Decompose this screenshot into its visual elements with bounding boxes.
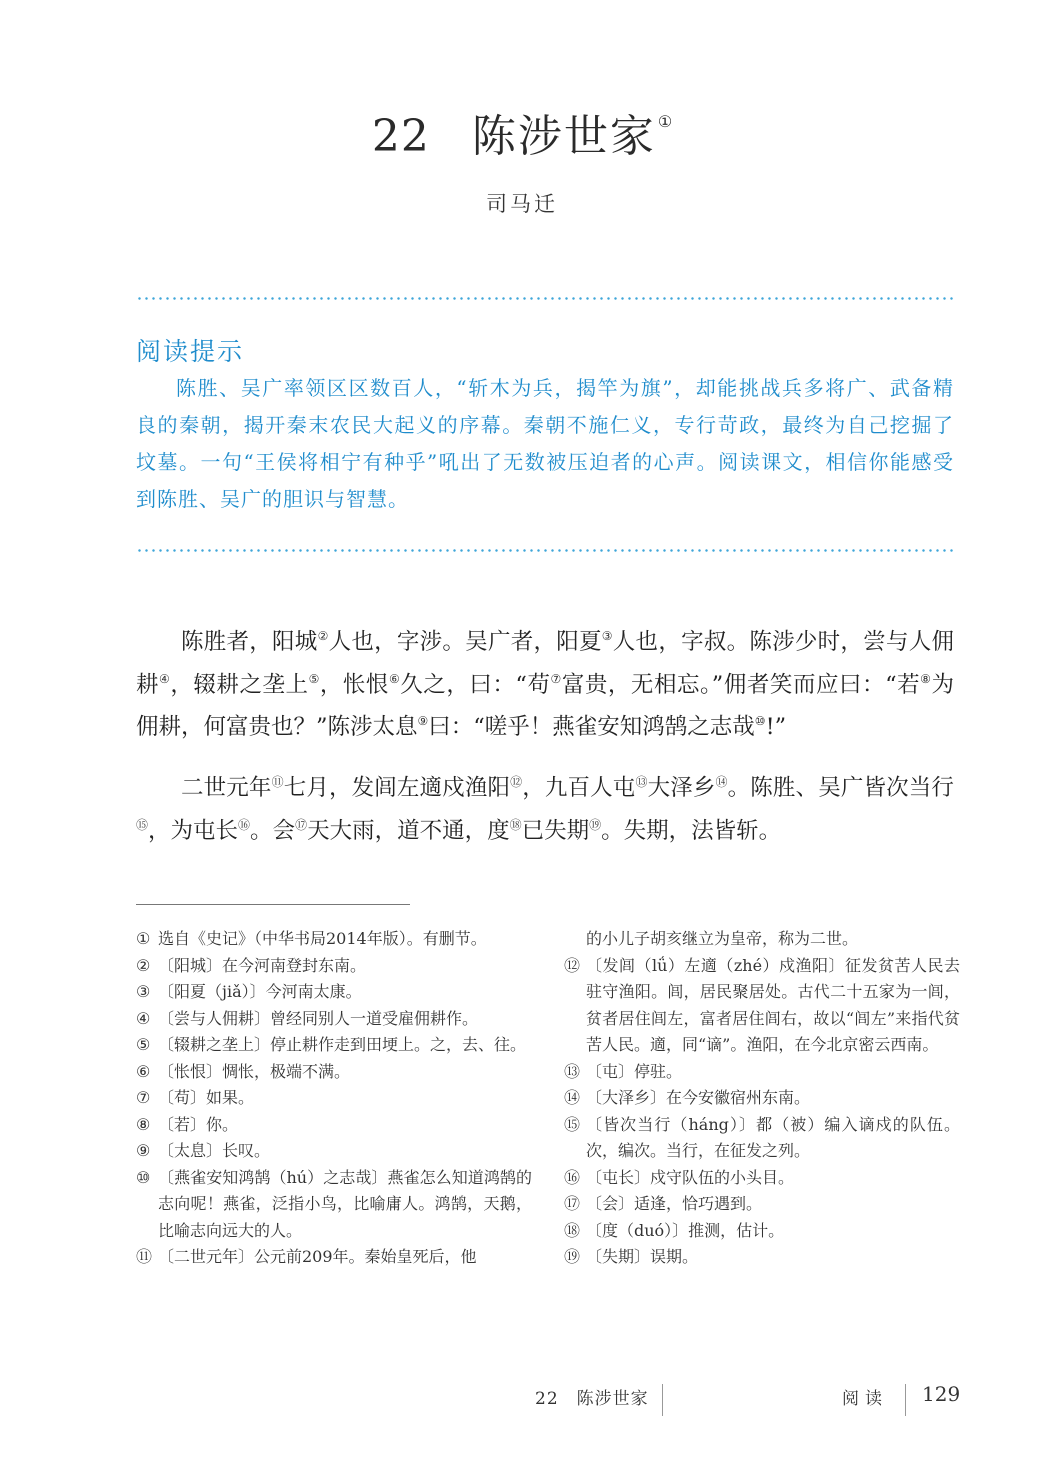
text-run: ，九百人屯 (522, 775, 636, 801)
footnote-text: 〔度（duó）〕推测，估计。 (586, 1220, 785, 1240)
footnote-text: 〔失期〕误期。 (586, 1247, 699, 1266)
footnote-ref: ⑲ (589, 817, 602, 832)
footnote-mark: ⑭ (564, 1088, 581, 1107)
footnote-text: 〔太息〕长叹。 (158, 1141, 271, 1160)
text-run: !” (765, 714, 787, 740)
footnotes-right-column (564, 926, 960, 1271)
main-paragraph-1 (136, 618, 954, 746)
footnote-text: 〔怅恨〕惆怅，极端不满。 (158, 1061, 351, 1081)
footnote-ref: ⑱ (509, 817, 522, 832)
footnote-text: 〔屯〕停驻。 (586, 1061, 683, 1081)
footnote-ref: ⑥ (388, 671, 401, 686)
footnote-item (564, 953, 960, 1059)
footnote-text: 〔皆次当行（háng）〕都（被）编入谪戍的队伍。次，编次。当行，在征发之列。 (586, 1114, 960, 1160)
footnote-text: 〔发闾（lǘ）左適（zhé）戍渔阳〕征发贫苦人民去驻守渔阳。闾，居民聚居处。古代二十五家为一闾，贫者居住闾左，富者居住闾右，故以“闾左”来指代贫苦人民。適，同“谪”。渔阳，在今北京密云西南。 (586, 955, 960, 1054)
footnote-text: 〔辍耕之垄上〕停止耕作走到田埂上。之，去、往。 (158, 1035, 527, 1054)
text-run: 为佣耕，何富贵也？”陈涉太息 (136, 671, 954, 740)
footnote-item (564, 1085, 960, 1112)
main-paragraph-2 (136, 764, 954, 849)
footer-lesson-title: 22 陈涉世家 (535, 1389, 649, 1409)
title-footnote-mark: ① (657, 112, 673, 131)
footnote-ref: ⑤ (308, 671, 320, 686)
footnote-mark: ⑩ (136, 1167, 151, 1187)
footnote-item (564, 1244, 960, 1271)
footnote-mark: ④ (136, 1008, 151, 1028)
text-run: 曰：“嗟乎！燕雀安知鸿鹄之志哉 (428, 714, 755, 740)
footnote-ref: ⑩ (754, 714, 766, 728)
footnotes-left-column (136, 926, 532, 1271)
lesson-title-block (0, 100, 1044, 164)
footnote-text: 〔屯长〕戍守队伍的小头目。 (586, 1167, 795, 1187)
footnote-item (136, 1112, 532, 1139)
footnote-text: 的小儿子胡亥继立为皇帝，称为二世。 (586, 929, 859, 948)
footnote-item (564, 1059, 960, 1086)
text-run: 大泽乡 (647, 775, 716, 801)
footnote-text: 〔阳城〕在今河南登封东南。 (158, 955, 367, 975)
dotted-divider-bottom (136, 549, 954, 552)
footnote-mark: ① (136, 929, 151, 948)
footnote-mark: ⑧ (136, 1114, 151, 1134)
text-run: 人也，字叔。陈涉少时，尝与人佣耕 (136, 629, 954, 698)
footnote-item (136, 1059, 532, 1086)
footnote-item (136, 1165, 532, 1245)
text-run: 天大雨，道不通，度 (307, 817, 510, 844)
footnote-item (136, 1032, 532, 1059)
footnote-item (564, 1165, 960, 1192)
footnote-item (564, 1191, 960, 1218)
footnote-mark: ⑮ (564, 1114, 581, 1134)
footnote-ref: ⑰ (295, 817, 308, 832)
footnote-text: 〔二世元年〕公元前209年。秦始皇死后，他 (158, 1247, 477, 1266)
footnote-text: 〔燕雀安知鸿鹄（hú）之志哉〕燕雀怎么知道鸿鹄的志向呢！燕雀，泛指小鸟，比喻庸人。鸿鹄，天鹅，比喻志向远大的人。 (158, 1167, 532, 1240)
footnote-item (136, 1138, 532, 1165)
footnote-text: 〔阳夏（jiǎ）〕今河南太康。 (158, 982, 362, 1001)
footnote-text: 〔会〕适逢，恰巧遇到。 (586, 1194, 763, 1213)
lesson-title: 陈涉世家 (471, 111, 656, 162)
footnote-ref: ⑬ (635, 775, 648, 789)
footnote-mark: ⑨ (136, 1141, 151, 1160)
reading-hint-heading: 阅读提示 (136, 337, 245, 366)
footnote-mark: ⑦ (136, 1088, 151, 1107)
footnote-ref: ⑧ (920, 671, 932, 686)
footnote-item (136, 979, 532, 1006)
footer-section-name: 阅读 (842, 1389, 888, 1409)
footnote-mark (564, 926, 586, 953)
text-run: 陈胜者，阳城 (181, 629, 318, 655)
footnote-item (136, 953, 532, 980)
footnote-mark: ⑥ (136, 1061, 151, 1081)
dotted-divider-top (136, 297, 954, 300)
footnote-item (136, 1006, 532, 1033)
footnote-ref: ② (317, 629, 329, 643)
footnote-ref: ⑮ (136, 817, 149, 832)
footnote-mark: ② (136, 955, 151, 975)
text-run: ，为屯长 (148, 817, 239, 844)
footnote-mark: ⑤ (136, 1035, 151, 1054)
footnote-text: 〔苟〕如果。 (158, 1088, 255, 1107)
author: 司马迁 (486, 192, 558, 216)
text-run: ，怅恨 (319, 671, 389, 698)
footnote-item (136, 1244, 532, 1271)
text-run: 二世元年 (181, 775, 272, 801)
footnote-ref: ⑪ (271, 775, 284, 789)
footnote-text: 〔若〕你。 (158, 1114, 239, 1134)
footnote-ref: ⑦ (550, 671, 562, 686)
footnote-ref: ③ (601, 629, 613, 643)
text-run: 已失期 (521, 817, 590, 844)
footnote-mark: ③ (136, 982, 151, 1001)
footer-separator (905, 1384, 906, 1416)
reading-hint-body: 陈胜、吴广率领区区数百人，“斩木为兵，揭竿为旗”，却能挑战兵多将广、武备精良的秦朝，揭开秦末农民大起义的序幕。秦朝不施仁义，专行苛政，最终为自己挖掘了坟墓。一句“王侯将相宁有种乎”吼出了无数被压迫者的心声。阅读课文，相信你能感受到陈胜、吴广的胆识与智慧。 (136, 376, 954, 511)
footnote-item (136, 926, 532, 953)
text-run: 七月，发闾左適戍渔阳 (283, 775, 511, 801)
text-run: 。失期，法皆斩。 (601, 817, 782, 844)
footnote-item (564, 1112, 960, 1165)
footnote-item (564, 926, 960, 953)
footnote-ref: ⑨ (417, 714, 429, 728)
text-run: 。会 (250, 817, 296, 844)
footnote-text: 选自《史记》（中华书局2014年版）。有删节。 (158, 929, 487, 948)
text-run: 富贵，无相忘。”佣者笑而应曰：“若 (561, 671, 921, 698)
footnote-mark: ⑰ (564, 1194, 581, 1213)
footnote-mark: ⑲ (564, 1247, 581, 1266)
lesson-number: 22 (371, 111, 430, 162)
footnote-item (564, 1218, 960, 1245)
text-run: 久之，曰：“苟 (400, 671, 551, 698)
text-run: ，辍耕之垄上 (170, 671, 309, 698)
footnote-text: 〔尝与人佣耕〕曾经同别人一道受雇佣耕作。 (158, 1008, 479, 1028)
footnote-mark: ⑯ (564, 1167, 581, 1187)
footer-separator (662, 1384, 663, 1416)
footnote-ref: ⑫ (510, 775, 523, 789)
footnote-ref: ⑭ (715, 775, 728, 789)
text-run: 。陈胜、吴广皆次当行 (727, 775, 954, 801)
text-run: 人也，字涉。吴广者，阳夏 (328, 629, 602, 655)
footnote-mark: ⑪ (136, 1247, 153, 1266)
footnote-item (136, 1085, 532, 1112)
footnote-ref: ④ (159, 671, 171, 686)
footnote-text: 〔大泽乡〕在今安徽宿州东南。 (586, 1088, 811, 1107)
footnote-rule (136, 904, 410, 905)
footnote-mark: ⑬ (564, 1061, 581, 1081)
footnote-ref: ⑯ (238, 817, 251, 832)
footnote-mark: ⑱ (564, 1220, 581, 1240)
footnote-mark: ⑫ (564, 955, 581, 975)
page-number: 129 (922, 1382, 961, 1406)
